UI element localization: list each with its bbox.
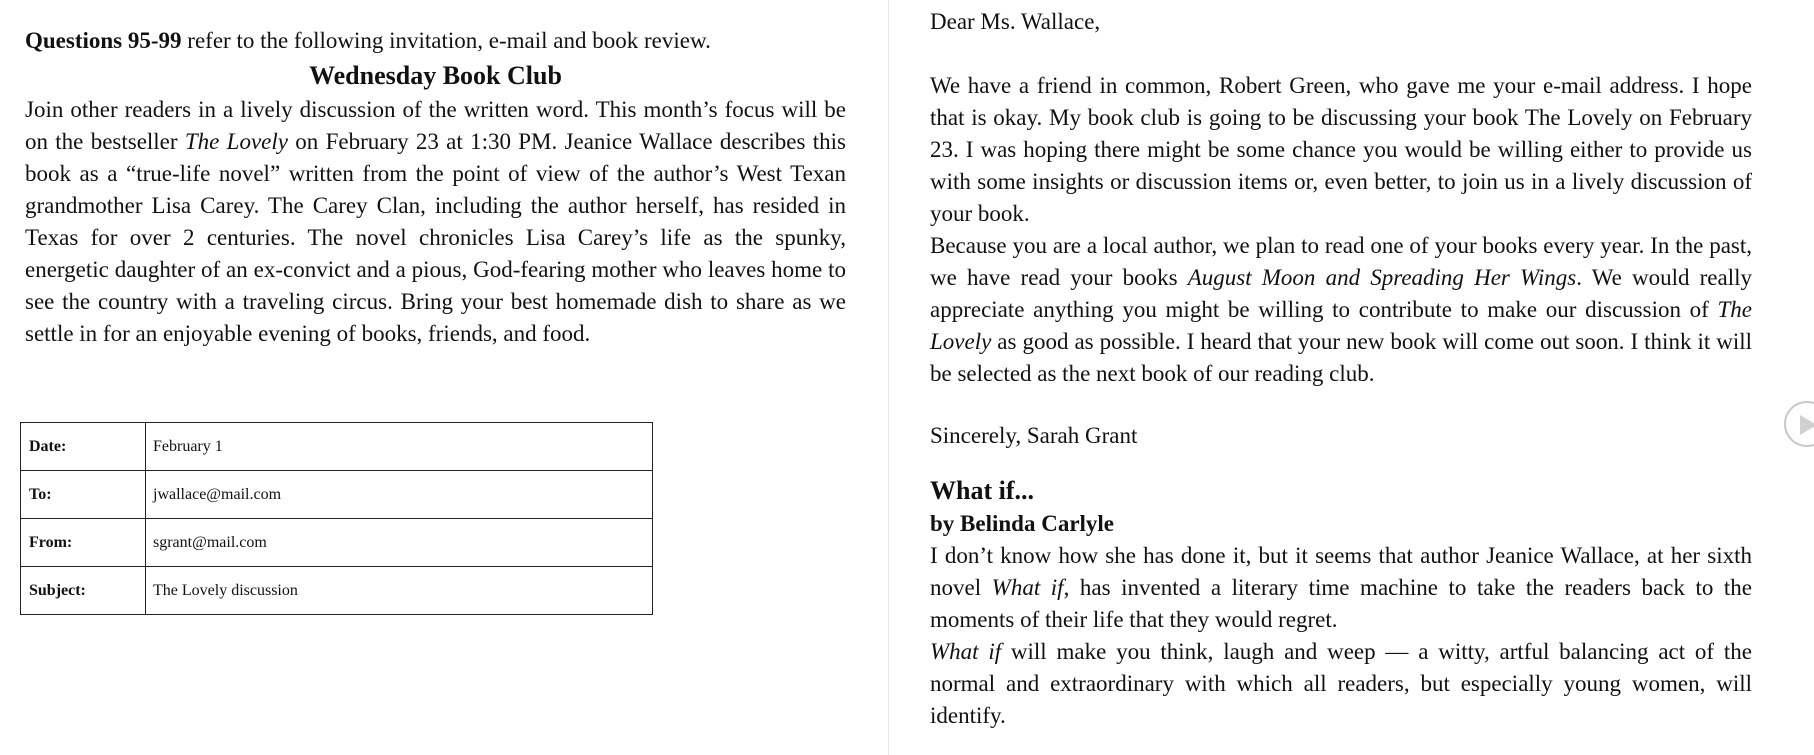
email-paragraph-2 [930, 230, 1752, 390]
email-date-value: February 1 [146, 423, 653, 471]
email-paragraph-2-part-c: as good as possible. I heard that your new book will come out soon. I think it will be selected as the next book of our reading club. [930, 329, 1752, 386]
email-book-title-lovely: The Lovely [930, 297, 1752, 354]
invitation-book-title: The Lovely [184, 129, 288, 154]
review-book-title: What if [991, 575, 1064, 600]
questions-intro-text: refer to the following invitation, e-mail and book review. [181, 28, 711, 53]
invitation-body [25, 94, 846, 350]
email-greeting: Dear Ms. Wallace, [930, 9, 1101, 34]
email-and-review-section [930, 6, 1752, 732]
email-from-label: From: [21, 519, 146, 567]
review-paragraph-1-part-b: , has invented a literary time machine to take the readers back to the moments of their life that they would regret. [930, 575, 1752, 632]
paragraph-gap [930, 38, 1752, 70]
email-subject-label: Subject: [21, 567, 146, 615]
email-from-value: sgrant@mail.com [146, 519, 653, 567]
table-row [21, 519, 653, 567]
table-row [21, 471, 653, 519]
questions-intro [25, 24, 846, 58]
table-row [21, 567, 653, 615]
play-arrow-icon [1798, 414, 1814, 436]
email-to-label: To: [21, 471, 146, 519]
email-paragraph-1: We have a friend in common, Robert Green, who gave me your e-mail address. I hope that is okay. My book club is going to be discussing your book The Lovely on February 23. I was hoping there might be some chance you would be willing either to provide us with some insights or discussion items or, even better, to join us in a lively discussion of your book. [930, 73, 1752, 226]
table-row [21, 423, 653, 471]
review-paragraph-1 [930, 540, 1752, 636]
invitation-body-part-1: Join other readers in a lively discussion of the written word. This month’s focus will be on the bestseller [25, 97, 846, 154]
email-paragraph-2-part-b: . We would really appreciate anything you might be willing to contribute to make our discussion of [930, 265, 1753, 322]
invitation-title: Wednesday Book Club [309, 61, 562, 90]
email-date-label: Date: [21, 423, 146, 471]
next-page-button[interactable] [1784, 401, 1814, 447]
questions-range: Questions 95-99 [25, 28, 182, 53]
review-paragraph-1-part-a: I don’t know how she has done it, but it seems that author Jeanice Wallace, at her sixth novel [930, 543, 1752, 600]
review-paragraph-2 [930, 636, 1752, 732]
invitation-body-part-2: on February 23 at 1:30 PM. Jeanice Wallace describes this book as a “true-life novel” written from the point of view of the author’s West Texan grandmother Lisa Carey. The Carey Clan, including the author herself, has resided in Texas for over 2 centuries. The novel chronicles Lisa Carey’s life as the spunky, energetic daughter of an ex-convict and a pious, God-fearing mother who leaves home to see the country with a traveling circus. Bring your best homemade dish to share as we settle in for an enjoyable evening of books, friends, and food. [25, 129, 846, 346]
review-paragraph-2-rest: will make you think, laugh and weep — a witty, artful balancing act of the normal and extraordinary with which all readers, but especially young women, will identify. [930, 639, 1752, 728]
review-byline: by Belinda Carlyle [930, 511, 1115, 536]
invitation-section [25, 24, 846, 350]
email-subject-value: The Lovely discussion [146, 567, 653, 615]
review-title: What if... [930, 476, 1034, 505]
email-header-table [20, 422, 653, 615]
email-book-titles: August Moon and Spreading Her Wings [1187, 265, 1577, 290]
email-to-value: jwallace@mail.com [146, 471, 653, 519]
email-paragraph-2-part-a: Because you are a local author, we plan to read one of your books every year. In the past, we have read your books [930, 233, 1752, 290]
review-book-title-2: What if [930, 639, 1002, 664]
email-closing: Sincerely, Sarah Grant [930, 423, 1138, 448]
column-divider [888, 0, 889, 755]
